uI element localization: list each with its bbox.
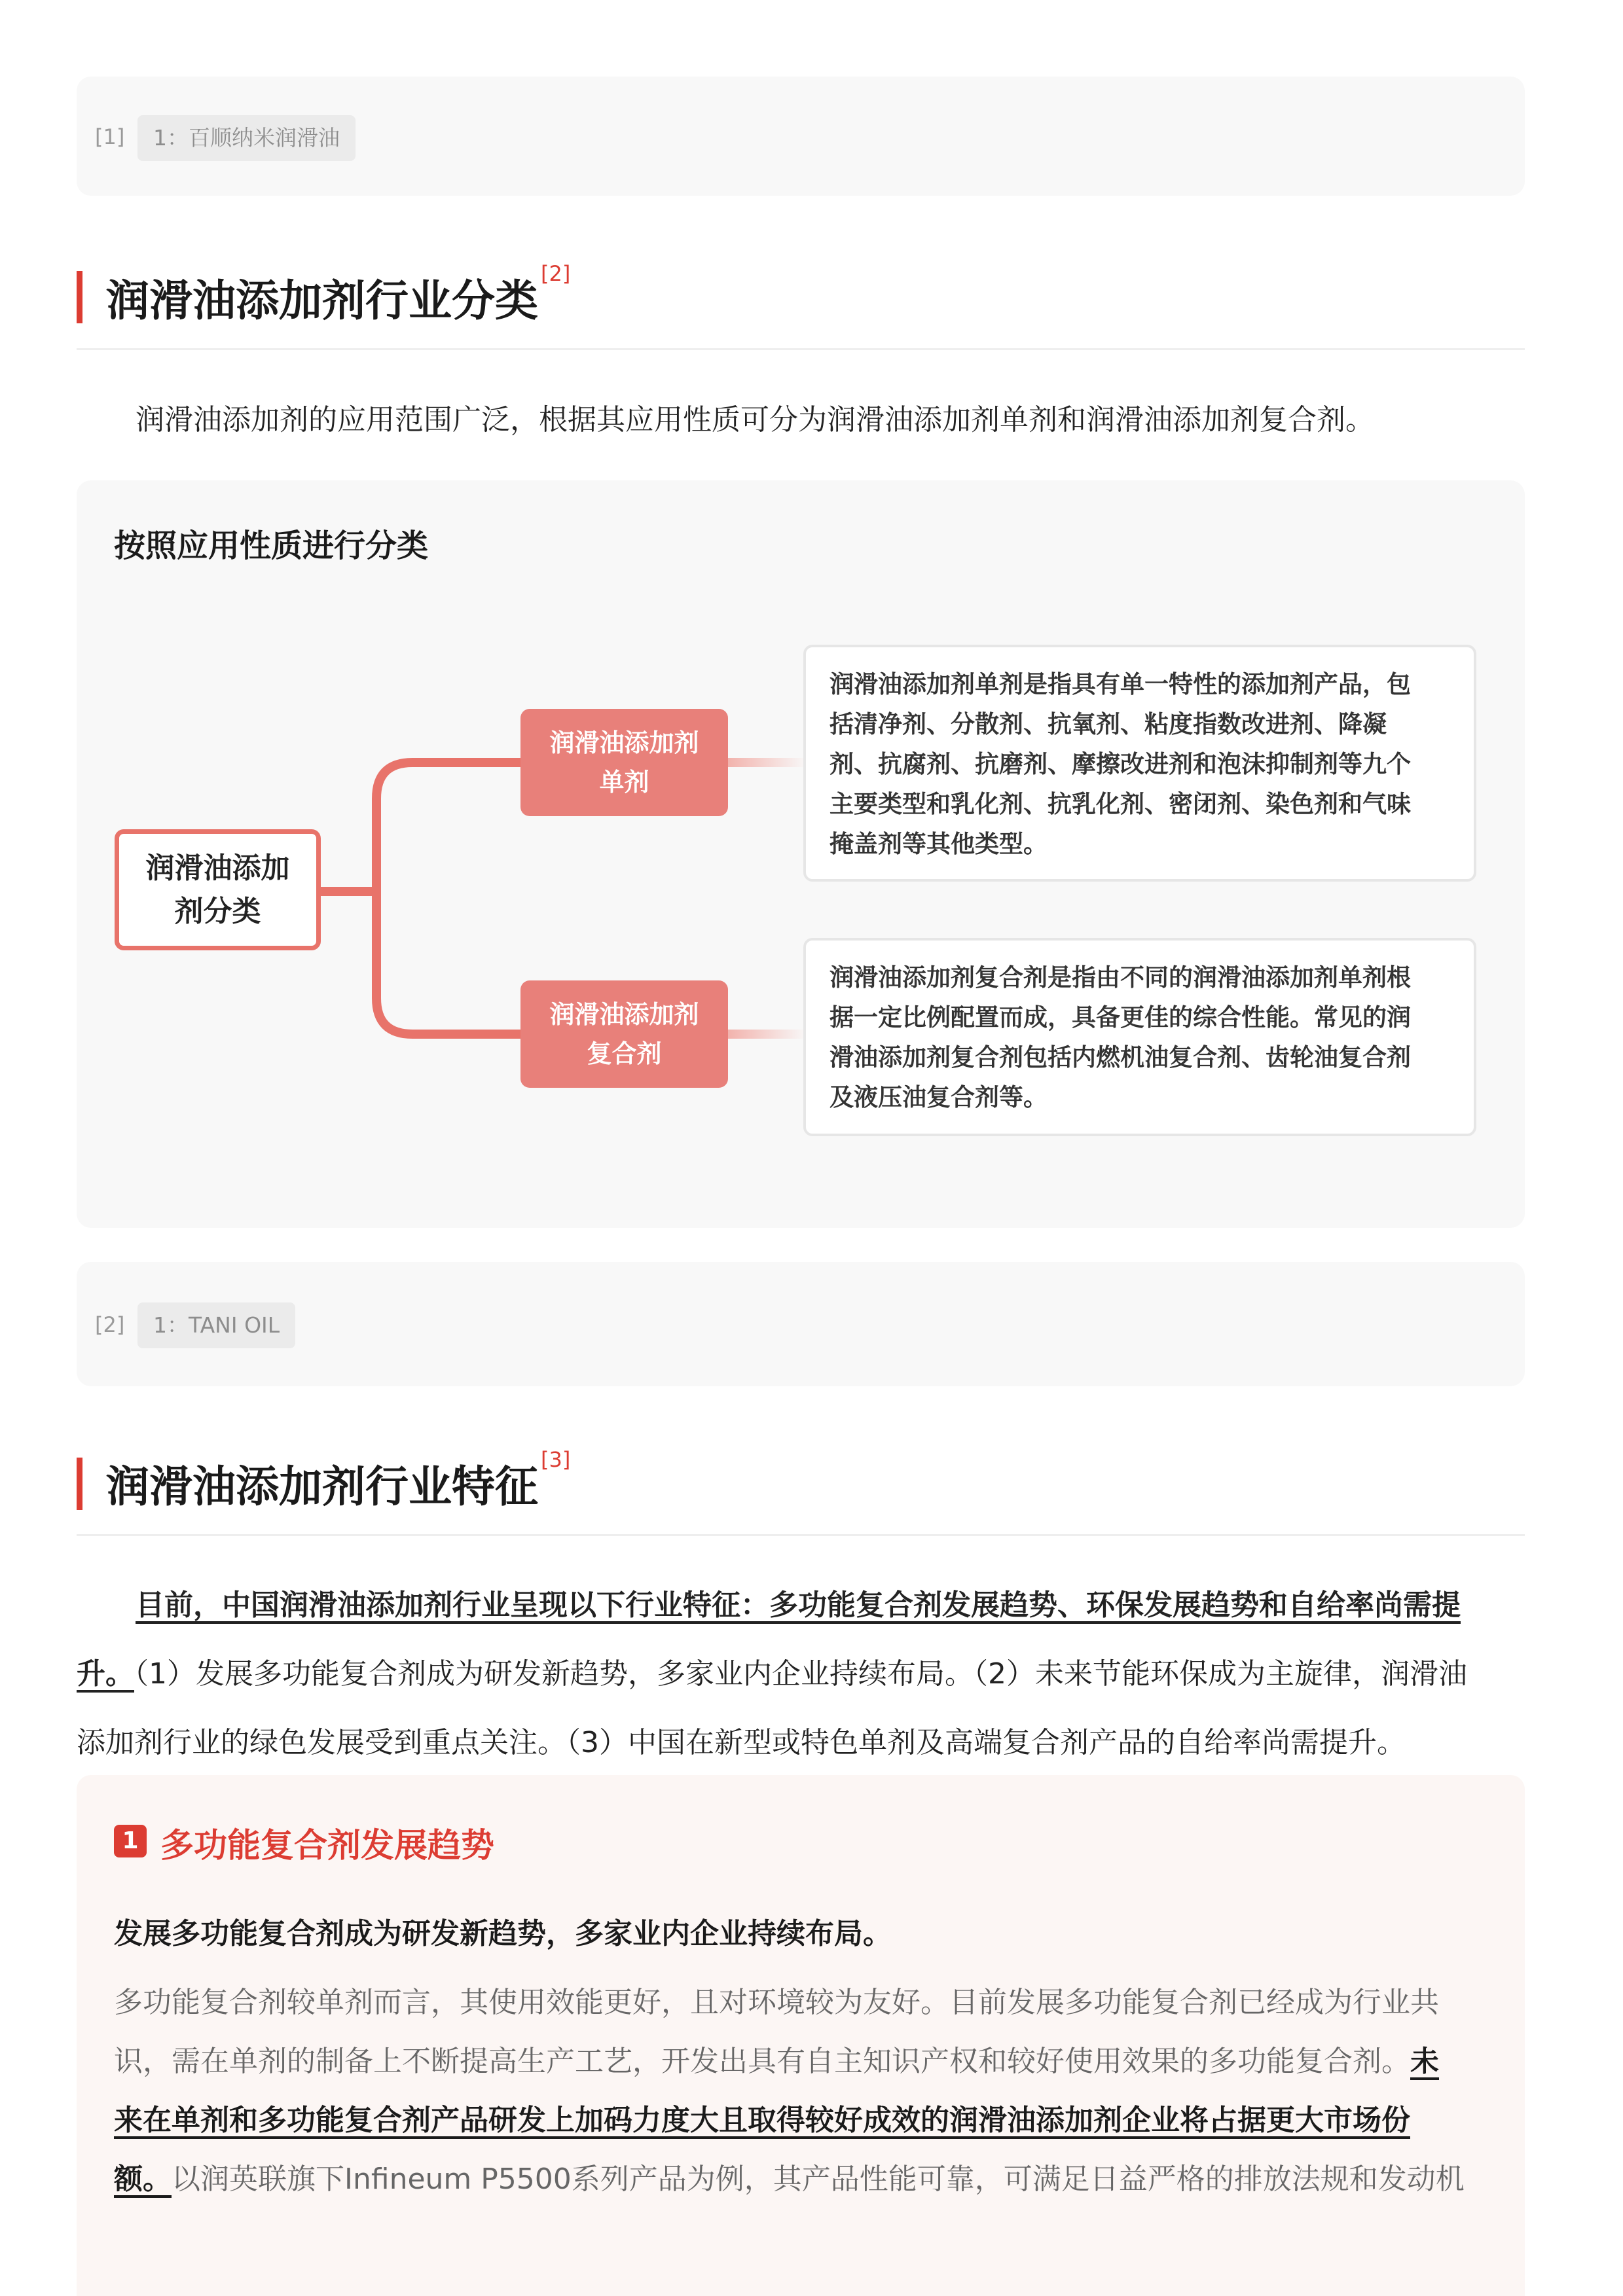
connector-fade-compound bbox=[728, 1030, 807, 1039]
mindmap-node-compound: 润滑油添加剂 复合剂 bbox=[520, 980, 728, 1088]
section-title: 润滑油添加剂行业特征 bbox=[106, 1462, 538, 1512]
section-heading-features bbox=[106, 1447, 571, 1514]
connector-branch bbox=[376, 762, 520, 1034]
classification-heading: 按照应用性质进行分类 bbox=[114, 528, 429, 564]
trend-number-badge: 1 bbox=[114, 1825, 147, 1857]
trend-subtitle: 发展多功能复合剂成为研发新趋势，多家业内企业持续布局。 bbox=[114, 1917, 892, 1950]
description-compound: 润滑油添加剂复合剂是指由不同的润滑油添加剂单剂根 据一定比例配置而成，具备更佳的综合性能。常见的润 滑油添加剂复合剂包括内燃机油复合剂、齿轮油复合剂 及液压油复合剂等。 bbox=[803, 938, 1476, 1136]
citation-link[interactable]: [2] bbox=[541, 261, 571, 286]
intro-paragraph: 润滑油添加剂的应用范围广泛，根据其应用性质可分为润滑油添加剂单剂和润滑油添加剂复合剂。 bbox=[136, 403, 1374, 437]
reference-number: [2] bbox=[95, 1312, 125, 1337]
heading-divider bbox=[77, 1534, 1525, 1536]
features-summary-end: 升。 bbox=[77, 1657, 134, 1691]
mindmap-node-single: 润滑油添加剂 单剂 bbox=[520, 709, 728, 816]
citation-link[interactable]: [3] bbox=[541, 1447, 571, 1472]
description-single: 润滑油添加剂单剂是指具有单一特性的添加剂产品，包 括清净剂、分散剂、抗氧剂、粘度指数改进剂、降凝 剂、抗腐剂、抗磨剂、摩擦改进剂和泡沫抑制剂等九个 主要类型和乳化剂、抗乳化剂、密闭剂、染色剂和气味 掩盖剂等其他类型。 bbox=[803, 645, 1476, 882]
mindmap-root-node: 润滑油添加 剂分类 bbox=[115, 829, 321, 950]
connector-fade-single bbox=[728, 758, 807, 767]
reference-number: [1] bbox=[95, 124, 125, 149]
features-summary: 目前，中国润滑油添加剂行业呈现以下行业特征：多功能复合剂发展趋势、环保发展趋势和自给率尚需提 bbox=[136, 1588, 1461, 1622]
reference-tag[interactable]: 1：百顺纳米润滑油 bbox=[137, 115, 356, 161]
trend-body: 多功能复合剂较单剂而言，其使用效能更好，且对环境较为友好。目前发展多功能复合剂已经成为行业共 识，需在单剂的制备上不断提高生产工艺，开发出具有自主知识产权和较好使用效果的多功能复合剂。未 来在单剂和多功能复合剂产品研发上加码力度大且取得较好成效的润滑油添加剂企业将占据更大市场份 额。以润英联旗下Infineum P5500系列产品为例，其产品性能可靠，可满足日益严格的排放法规和发动机 bbox=[114, 1986, 1465, 2196]
section-heading-bar bbox=[77, 1458, 82, 1510]
features-paragraph: 目前，中国润滑油添加剂行业呈现以下行业特征：多功能复合剂发展趋势、环保发展趋势和自给率尚需提 升。（1）发展多功能复合剂成为研发新趋势，多家业内企业持续布局。（2）未来节能环保成为主旋律，润滑油 添加剂行业的绿色发展受到重点关注。（3）中国在新型或特色单剂及高端复合剂产品的自给率尚需提升。 bbox=[77, 1588, 1467, 1759]
trend-title: 多功能复合剂发展趋势 bbox=[160, 1827, 495, 1865]
reference-tag[interactable]: 1：TANI OIL bbox=[137, 1302, 295, 1348]
section-title: 润滑油添加剂行业分类 bbox=[106, 276, 538, 326]
